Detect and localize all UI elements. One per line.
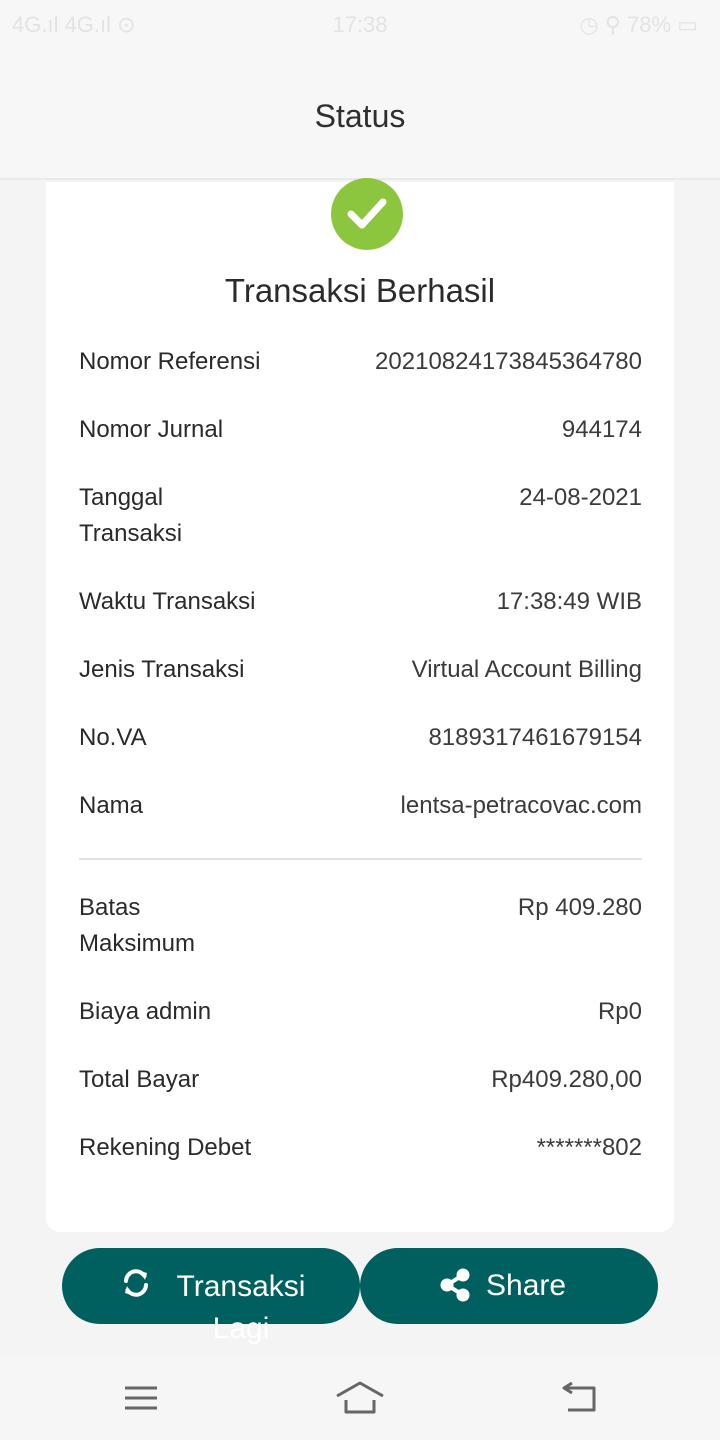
refresh-icon (120, 1267, 152, 1307)
signal-indicators: 4G.ıl 4G.ıl ⊙ (12, 12, 136, 37)
summary-label: Biaya admin (79, 998, 212, 1025)
detail-label: Nama (79, 792, 144, 819)
detail-value: 17:38:49 WIB (496, 588, 642, 615)
detail-value: 24-08-2021 (519, 484, 642, 511)
divider (79, 858, 642, 860)
summary-value: Rp409.280,00 (491, 1066, 642, 1093)
system-nav-bar (0, 1356, 720, 1440)
menu-icon[interactable] (122, 1378, 160, 1423)
detail-label: Nomor Jurnal (79, 416, 224, 443)
detail-label: Jenis Transaksi (79, 656, 245, 683)
summary-label: Rekening Debet (79, 1134, 252, 1161)
detail-value: 20210824173845364780 (375, 348, 642, 375)
detail-value: lentsa-petracovac.com (400, 792, 642, 819)
summary-value: Rp0 (597, 998, 642, 1025)
share-label: Share (486, 1269, 567, 1302)
app-header (0, 50, 720, 180)
back-icon[interactable] (560, 1378, 600, 1423)
share-icon (438, 1267, 472, 1311)
detail-value: 944174 (561, 416, 642, 443)
result-title: Transaksi Berhasil (224, 272, 496, 309)
detail-label: Tanggal Transaksi (79, 484, 183, 547)
detail-label: Nomor Referensi (79, 348, 261, 375)
summary-label: Batas Maksimum (79, 894, 196, 957)
home-icon[interactable] (334, 1378, 386, 1423)
transaction-again-button[interactable] (62, 1248, 360, 1345)
success-check-icon (331, 178, 403, 250)
transaction-again-label: Transaksi Lagi (176, 1270, 306, 1345)
summary-label: Total Bayar (79, 1066, 200, 1093)
detail-label: Waktu Transaksi (79, 588, 256, 615)
status-bar (0, 0, 720, 50)
clock: 17:38 (332, 12, 388, 37)
detail-value: Virtual Account Billing (411, 656, 642, 683)
detail-value: 8189317461679154 (428, 724, 642, 751)
share-button[interactable] (360, 1248, 658, 1324)
summary-value: Rp 409.280 (517, 894, 642, 921)
summary-value: *******802 (536, 1134, 642, 1161)
page-title: Status (314, 98, 406, 134)
detail-label: No.VA (79, 724, 147, 751)
system-indicators: ◷ ⚲ 78% ▭ (579, 12, 698, 37)
